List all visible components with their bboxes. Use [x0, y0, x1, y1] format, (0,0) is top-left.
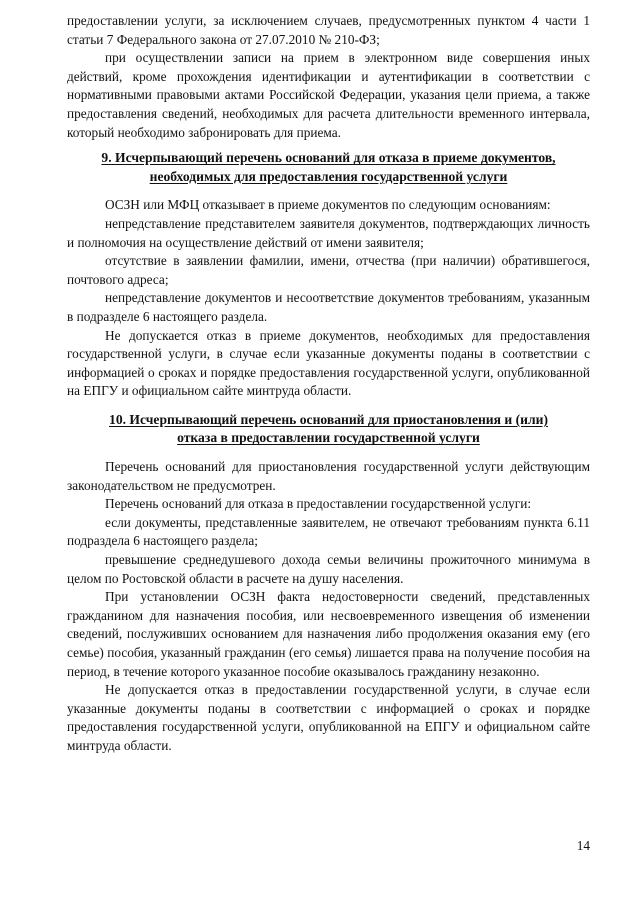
section-10-paragraph: Не допускается отказ в предоставлении государственной услуги, в случае если указанные документы поданы в соответствии с информацией о сроках и порядке предоставления государственной услуги, опубликованной на ЕПГУ и официальном сайте минтруда области.	[67, 682, 590, 753]
intro-paragraph: предоставлении услуги, за исключением случаев, предусмотренных пунктом 4 части 1 статьи 7 Федерального закона от 27.07.2010 № 210-ФЗ;	[67, 13, 590, 47]
section-9-paragraph: непредставление представителем заявителя документов, подтверждающих личность и полномочия на осуществление действий от имени заявителя;	[67, 215, 590, 250]
intro-paragraph: при осуществлении записи на прием в электронном виде совершения иных действий, кроме прохождения идентификации и аутентификации в соответствии с нормативными правовыми актами Российской Федерации, указания цели приема, а также предоставления сведений, необходимых для расчета длительности временного интервала, который необходимо забронировать для приема.	[67, 50, 590, 140]
section-9-paragraph: отсутствие в заявлении фамилии, имени, отчества (при наличии) обратившегося, почтового адреса;	[67, 253, 590, 287]
section-10-paragraph: Перечень оснований для отказа в предоставлении государственной услуги:	[105, 496, 532, 512]
section-10-paragraph: превышение среднедушевого дохода семьи величины прожиточного минимума в целом по Ростовской области в расчете на душу населения.	[67, 552, 590, 586]
section-9-heading-line1: 9. Исчерпывающий перечень оснований для отказа в приеме документов,	[101, 150, 556, 166]
section-9-paragraph: ОСЗН или МФЦ отказывает в приеме документов по следующим основаниям:	[105, 197, 551, 213]
section-9-heading	[67, 149, 590, 186]
section-10-paragraph: Перечень оснований для приостановления государственной услуги действующим законодательством не предусмотрен.	[67, 459, 590, 493]
section-9-paragraph: Не допускается отказ в приеме документов, необходимых для предоставления государственной услуги, в случае если указанные документы поданы в соответствии с информацией о сроках и порядке предоставления государственной услуги, опубликованной на ЕПГУ и официальном сайте минтруда области.	[67, 327, 590, 399]
section-10-paragraph: если документы, представленные заявителем, не отвечают требованиям пункта 6.11 подраздела 6 настоящего раздела;	[67, 514, 590, 549]
section-10-paragraph: При установлении ОСЗН факта недостоверности сведений, представленных гражданином для назначения пособия, или несвоевременного извещения об изменении сведений, послуживших основанием для назначения либо продолжения оказания ему (его семье) пособия, указанный гражданин (его семья) лишается права на получение пособия на период, в течение которого указанное пособие оказывалось гражданину незаконно.	[67, 589, 590, 679]
page-number: 14	[576, 838, 590, 853]
section-9-paragraph: непредставление документов и несоответствие документов требованиям, указанным в подразделе 6 настоящего раздела.	[67, 290, 590, 324]
section-10-heading-line1: 10. Исчерпывающий перечень оснований для приостановления и (или)	[109, 411, 548, 427]
section-10-heading	[67, 411, 590, 448]
section-9-heading-line2: необходимых для предоставления государственной услуги	[149, 168, 508, 184]
section-10-heading-line2: отказа в предоставлении государственной услуги	[177, 430, 480, 446]
